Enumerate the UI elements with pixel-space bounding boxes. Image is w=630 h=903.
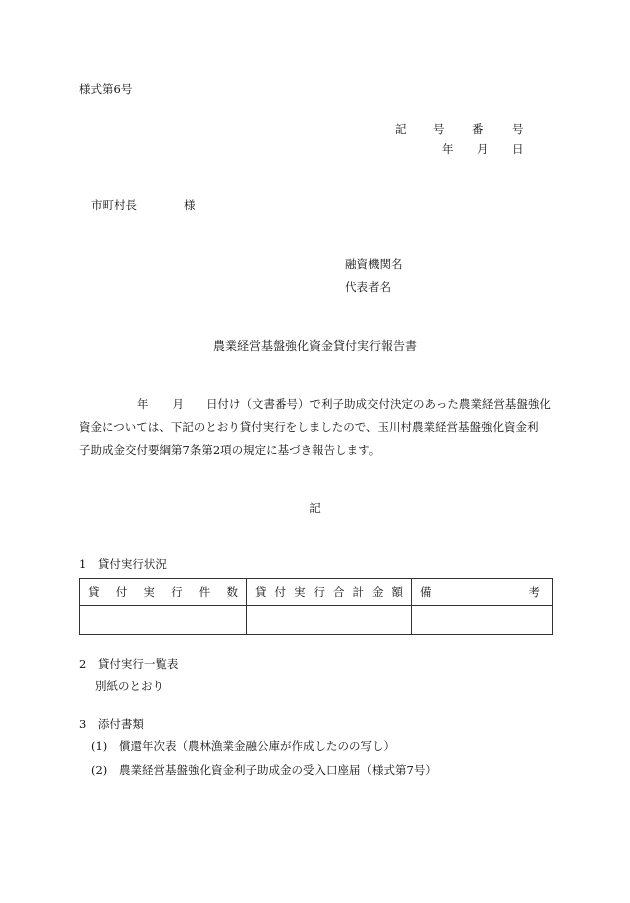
- date-month-label: 月: [477, 142, 489, 156]
- table-cell[interactable]: [412, 606, 553, 635]
- hdr-char: 付: [274, 585, 286, 599]
- section-1-heading: 1 貸付実行状況: [79, 557, 167, 571]
- hdr-char: 件: [198, 585, 211, 599]
- hdr-char: 備: [420, 585, 432, 599]
- attachment-num: (1): [91, 739, 108, 753]
- attachment-num: (2): [91, 763, 108, 777]
- doc-number-char: 記: [395, 122, 407, 136]
- table-row: [80, 606, 553, 635]
- section-2-heading: 2 貸付実行一覧表: [79, 657, 179, 671]
- body-paragraph: [79, 393, 559, 462]
- form-number: 様式第6号: [79, 82, 133, 96]
- ki-heading: 記: [309, 501, 321, 515]
- doc-number-char: 号: [433, 122, 445, 136]
- addressee: [91, 197, 196, 213]
- header-cell-remarks: [412, 579, 553, 606]
- doc-number-char: 号: [512, 122, 524, 136]
- attachment-item: [91, 738, 395, 754]
- hdr-char: 金: [372, 585, 384, 599]
- hdr-char: 数: [226, 585, 238, 599]
- attachment-text: 償還年次表（農林漁業金融公庫が作成したのの写し）: [119, 739, 395, 753]
- hdr-char: 貸: [88, 585, 100, 599]
- table-cell[interactable]: [80, 606, 247, 635]
- document-title: 農業経営基盤強化資金貸付実行報告書: [212, 339, 417, 353]
- loan-execution-table: [79, 578, 553, 635]
- attachment-item: [91, 762, 437, 778]
- hdr-char: 合: [333, 585, 345, 599]
- header-cell-total: [247, 579, 412, 606]
- addressee-name: 市町村長: [91, 198, 137, 212]
- section-3-heading: 3 添付書類: [79, 717, 144, 731]
- table-header-row: [80, 579, 553, 606]
- hdr-char: 計: [352, 585, 364, 599]
- section-2-content: 別紙のとおり: [95, 679, 164, 693]
- body-month: 月: [172, 397, 184, 411]
- date-year-label: 年: [442, 142, 454, 156]
- doc-number-char: 番: [472, 122, 484, 136]
- institution-label: 融資機関名: [345, 257, 403, 271]
- hdr-char: 実: [143, 585, 155, 599]
- body-line-3: 子助成金交付要綱第7条第2項の規定に基づき報告します。: [79, 443, 381, 457]
- table-cell[interactable]: [247, 606, 412, 635]
- hdr-char: 行: [171, 585, 183, 599]
- hdr-char: 額: [391, 585, 403, 599]
- hdr-char: 行: [313, 585, 325, 599]
- hdr-char: 付: [115, 585, 128, 599]
- addressee-honorific: 様: [184, 198, 196, 212]
- hdr-char: 実: [294, 585, 306, 599]
- hdr-char: 貸: [255, 585, 267, 599]
- hdr-char: 考: [528, 585, 540, 599]
- body-year: 年: [137, 397, 149, 411]
- body-line-1: [79, 393, 559, 416]
- header-cell-count: [80, 579, 247, 606]
- representative-label: 代表者名: [345, 280, 391, 294]
- date-day-label: 日: [512, 142, 524, 156]
- body-line-2: 資金については、下記のとおり貸付実行をしましたので、玉川村農業経営基盤強化資金利: [79, 420, 539, 434]
- body-line-1-text: 日付け（文書番号）で利子助成交付決定のあった農業経営基盤強化: [206, 397, 551, 411]
- attachment-text: 農業経営基盤強化資金利子助成金の受入口座届（様式第7号）: [119, 763, 437, 777]
